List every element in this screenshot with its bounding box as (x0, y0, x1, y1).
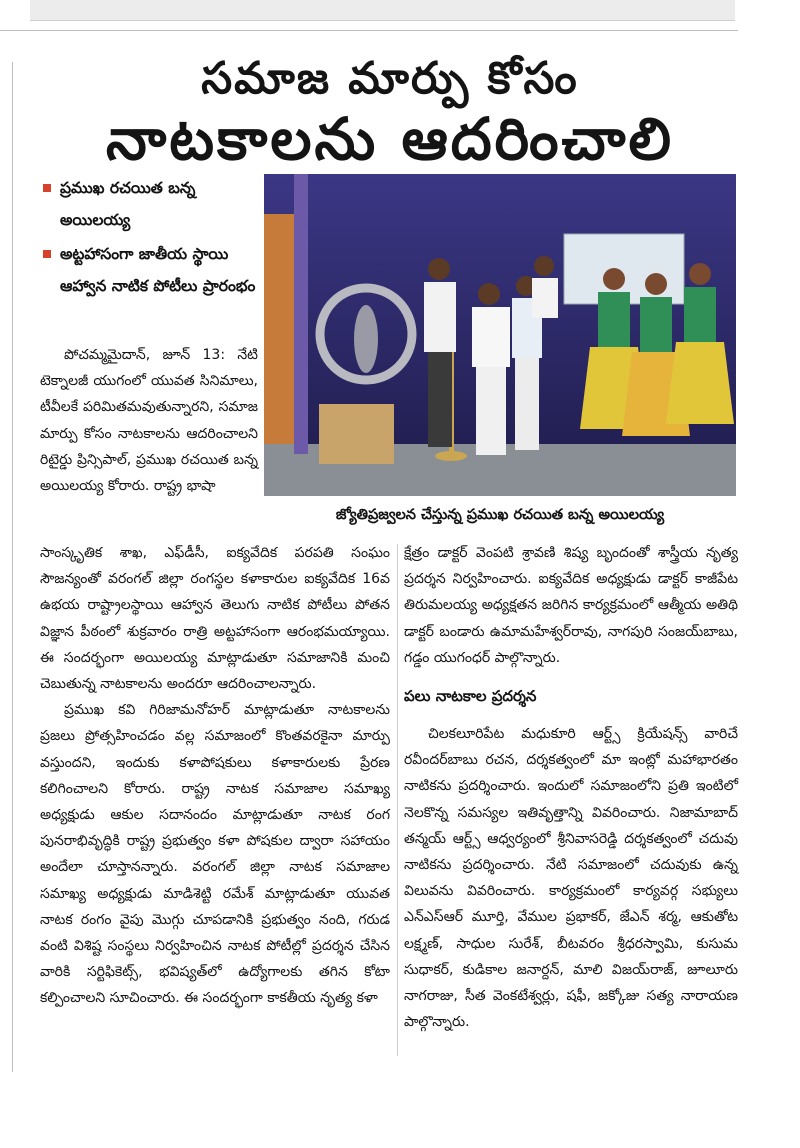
lamp-lighting-photo (264, 174, 736, 496)
body-paragraph: క్షేత్రం డాక్టర్ వెంపటి శ్రావణి శిష్య బృందంతో శాస్త్రీయ నృత్య ప్రదర్శన నిర్వహించారు. ఐక్యవేదిక అధ్యక్షుడు డాక్టర్ కాజీపేట తిరుమలయ్య అధ్యక్షతన జరిగిన కార్యక్రమంలో ఆత్మీయ అతిథి డాక్టర్ బండారు ఉమామహేశ్వర్‌రావు, నాగపురి సంజయ్‌బాబు, గడ్డం యుగంధర్ పాల్గొన్నారు. (404, 545, 738, 666)
column-divider (397, 544, 398, 1056)
bullet-square-icon (43, 250, 51, 258)
side-drape (294, 174, 308, 454)
bullet-square-icon (43, 184, 51, 192)
headline-line-1: సమాజ మార్పు కోసం (201, 53, 579, 104)
news-photo (264, 174, 736, 496)
top-rule (0, 30, 738, 31)
highlight-text: అట్టహాసంగా జాతీయ స్థాయి ఆహ్వాన నాటిక పోటీలు ప్రారంభం (60, 245, 256, 295)
column-edge-rule (12, 62, 13, 1072)
oil-lamp-base (435, 451, 467, 461)
wooden-pillar (264, 214, 294, 444)
left-body-column (40, 540, 390, 1012)
section-subheading: పలు నాటకాల ప్రదర్శన (404, 687, 537, 706)
previous-page-strip (30, 0, 735, 21)
body-paragraph: ప్రముఖ కవి గిరిజామనోహర్ మాట్లాడుతూ నాటకాలను ప్రజలు ప్రోత్సహించడం వల్ల సమాజంలో కొంతవరకైనా మార్పు వస్తుందని, ఇందుకు కళాపోషకులు కళాకారులకు ప్రేరణ కలిగించాలని కోరారు. రాష్ట్ర నాటక సమాజాల సమాఖ్య అధ్యక్షుడు ఆకుల సదానందం మాట్లాడుతూ నాటక రంగ పునరాభివృద్ధికి రాష్ట్ర ప్రభుత్వం కళా పోషకుల ద్వారా సహాయం అందేలా చూస్తానన్నారు. వరంగల్ జిల్లా నాటక సమాజాల సమాఖ్య అధ్యక్షుడు మాడిశెట్టి రమేశ్ మాట్లాడుతూ యువత నాటక రంగం వైపు మొగ్గు చూపడానికి ప్రభుత్వం నంది, గరుడ వంటి విశిష్ట సంస్థలు నిర్వహించిన నాటక పోటీల్లో ప్రదర్శన చేసిన వారికి సర్టిఫికెట్స్, భవిష్యత్‌లో ఉద్యోగాలకు తగిన కోటా కల్పించాలని సూచించారు. ఈ సందర్భంగా కాకతీయ నృత్య కళా (40, 702, 390, 1007)
highlights-list (40, 172, 258, 304)
lead-paragraph: పోచమ్మమైదాన్, జూన్ 13: నేటి టెక్నాలజీ యుగంలో యువత సినిమాలు, టీవీలకే పరిమితమవుతున్నారని, సమాజ మార్పు కోసం నాటకాలను ఆదరించాలని రిటైర్డు ప్రిన్సిపాల్, ప్రముఖ రచయిత బన్న అయిలయ్య కోరారు. రాష్ట్ర భాషా (40, 347, 258, 495)
guest-group (424, 256, 558, 455)
body-paragraph: సాంస్కృతిక శాఖ, ఎఫ్‌డీసీ, ఐక్యవేదిక పరపతి సంఘం సౌజన్యంతో వరంగల్ జిల్లా రంగస్థల కళాకారుల ఐక్యవేదిక 16వ ఉభయ రాష్ట్రాలస్థాయి ఆహ్వాన తెలుగు నాటిక పోటీలు పోతన విజ్ఞాన పీఠంలో శుక్రవారం రాత్రి అట్టహాసంగా ఆరంభమయ్యాయి. ఈ సందర్భంగా అయిలయ్య మాట్లాడుతూ సమాజానికి మంచి చెబుతున్న నాటకాలను అందరూ ఆదరించాలన్నారు. (40, 545, 390, 693)
right-body-column (404, 540, 738, 1035)
highlight-text: ప్రముఖ రచయిత బన్న అయిలయ్య (60, 179, 196, 229)
highlight-item (40, 238, 258, 302)
statue-pedestal (319, 404, 394, 464)
photo-caption: జ్యోతిప్రజ్వలన చేస్తున్న ప్రముఖ రచయిత బన్న అయిలయ్య (335, 507, 665, 523)
headline-line-2: నాటకాలను ఆదరించాలి (106, 105, 674, 173)
nataraja-statue-figure (354, 305, 378, 373)
highlight-item (40, 172, 258, 236)
body-paragraph: చిలకలూరిపేట మధుకూరి ఆర్ట్స్ క్రియేషన్స్ వారిచే రవీందర్‌బాబు రచన, దర్శకత్వంలో మా ఇంట్లో మహాభారతం నాటికను ప్రదర్శించారు. ఇందులో సమాజంలోని ప్రతి ఇంటిలో నెలకొన్న సమస్యల ఇతివృత్తాన్ని వివరించారు. నిజామాబాద్ తన్మయ్ ఆర్ట్స్ ఆధ్వర్యంలో శ్రీనివాసరెడ్డి దర్శకత్వంలో చదువు నాటికను ప్రదర్శించారు. నేటి సమాజంలో చదువుకు ఉన్న విలువను వివరించారు. కార్యక్రమంలో కార్యవర్గ సభ్యులు ఎన్‌ఎస్‌ఆర్ మూర్తి, వేముల ప్రభాకర్, జేఎన్ శర్మ, ఆకుతోట లక్ష్మణ్, సాధుల సురేశ్, బీటవరం శ్రీధరస్వామి, కుసుమ సుధాకర్, కుడికాల జనార్దన్, మాలి విజయ్‌రాజ్, జూలూరు నాగరాజు, సీత వెంకటేశ్వర్లు, షఫీ, జక్కోజు సత్య నారాయణ పాల్గొన్నారు. (404, 726, 738, 1031)
lead-paragraph-column (40, 342, 258, 499)
